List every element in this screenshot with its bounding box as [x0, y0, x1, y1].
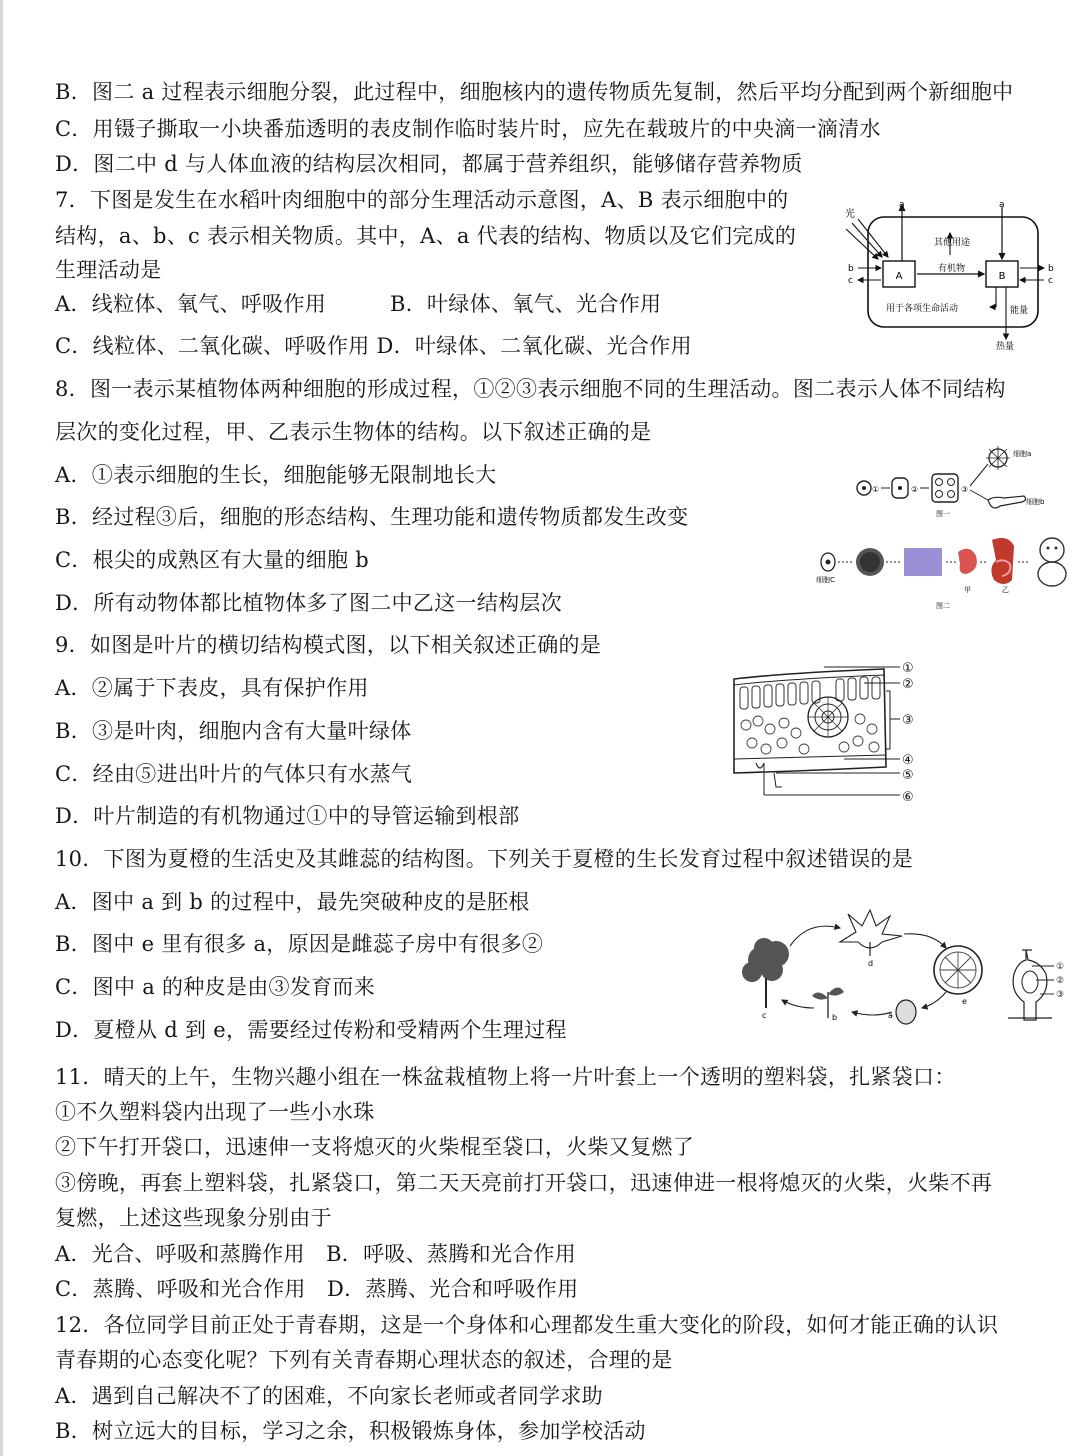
b-right: b — [1048, 264, 1054, 274]
q11-options-ab: A．光合、呼吸和蒸腾作用 B．呼吸、蒸腾和光合作用 — [55, 1242, 577, 1266]
figure-1-caption: 图一 — [936, 510, 950, 518]
q6-option-d: D．图二中 d 与人体血液的结构层次相同，都属于营养组织，能够储存营养物质 — [55, 152, 803, 176]
q10-stem: 10．下图为夏橙的生活史及其雌蕊的结构图。下列关于夏橙的生长发育过程中叙述错误的是 — [55, 847, 914, 871]
leaf-label-3: ③ — [902, 713, 914, 728]
leaf-label-5: ⑤ — [902, 768, 914, 783]
q8-option-c: C．根尖的成熟区有大量的细胞 b — [55, 548, 369, 572]
step-1: ① — [872, 485, 880, 494]
q11-stem-line5: 复燃，上述这些现象分别由于 — [55, 1206, 332, 1230]
other-use-label: 其他用途 — [934, 238, 971, 248]
stage-a-label: a — [888, 1011, 893, 1020]
q7-stem-line3: 生理活动是 — [55, 258, 162, 282]
cell-a-label: 细胞a — [1013, 450, 1032, 458]
q11-phenomenon-1: ①不久塑料袋内出现了一些小水珠 — [55, 1100, 375, 1124]
q10-option-b: B．图中 e 里有很多 a，原因是雌蕊子房中有很多② — [55, 932, 544, 956]
q10-option-c: C．图中 a 的种皮是由③发育而来 — [55, 975, 376, 999]
q8-option-a: A．①表示细胞的生长，细胞能够无限制地长大 — [55, 463, 497, 487]
q9-option-b: B．③是叶肉，细胞内含有大量叶绿体 — [55, 719, 412, 743]
c-left: c — [848, 276, 853, 286]
q9-stem: 9．如图是叶片的横切结构模式图，以下相关叙述正确的是 — [55, 633, 602, 657]
q10-option-d: D．夏橙从 d 到 e，需要经过传粉和受精两个生理过程 — [55, 1018, 567, 1042]
stage-c-label: c — [762, 1011, 767, 1020]
q12-option-a: A．遇到自己解决不了的困难，不向家长老师或者同学求助 — [55, 1384, 603, 1408]
q11-options-cd: C．蒸腾、呼吸和光合作用 D．蒸腾、光合和呼吸作用 — [55, 1277, 579, 1301]
a-top-left: a — [899, 200, 905, 210]
q9-option-c: C．经由⑤进出叶片的气体只有水蒸气 — [55, 762, 413, 786]
energy-label: 能量 — [1010, 306, 1029, 316]
q11-stem-line1: 11．晴天的上午，生物兴趣小组在一株盆栽植物上将一片叶套上一个透明的塑料袋，扎紧袋口： — [55, 1065, 956, 1089]
q9-figure — [724, 655, 924, 807]
q12-stem-line1: 12．各位同学目前正处于青春期，这是一个身体和心理都发生重大变化的阶段，如何才能正确的认识 — [55, 1313, 999, 1337]
q9-option-a: A．②属于下表皮，具有保护作用 — [55, 676, 369, 700]
q12-option-b: B．树立远大的目标，学习之余，积极锻炼身体，参加学校活动 — [55, 1419, 646, 1443]
b-left: b — [848, 264, 854, 274]
q9-option-d: D．叶片制造的有机物通过①中的导管运输到根部 — [55, 804, 520, 828]
c-right: c — [1048, 276, 1053, 286]
yi-label: 乙 — [1002, 586, 1009, 594]
q7-options-cd: C．线粒体、二氧化碳、呼吸作用 D．叶绿体、二氧化碳、光合作用 — [55, 334, 692, 358]
pistil-label-3: ③ — [1056, 990, 1065, 1000]
q12-stem-line2: 青春期的心态变化呢？下列有关青春期心理状态的叙述，合理的是 — [55, 1348, 673, 1372]
q8-option-b: B．经过程③后，细胞的形态结构、生理功能和遗传物质都发生改变 — [55, 505, 689, 529]
q6-option-b: B．图二 a 过程表示细胞分裂，此过程中，细胞核内的遗传物质先复制，然后平均分配到两个新细胞中 — [55, 80, 1014, 104]
q8-option-d: D．所有动物体都比植物体多了图二中乙这一结构层次 — [55, 591, 563, 615]
q7-figure — [838, 195, 1060, 353]
leaf-label-2: ② — [902, 677, 914, 692]
q8-stem-line2: 层次的变化过程，甲、乙表示生物体的结构。以下叙述正确的是 — [55, 420, 652, 444]
q7-options-ab: A．线粒体、氧气、呼吸作用 B．叶绿体、氧气、光合作用 — [55, 292, 662, 316]
structure-b-label: B — [998, 271, 1006, 282]
page-edge — [0, 0, 3, 1456]
stage-d-label: d — [868, 959, 874, 968]
q7-stem-line1: 7．下图是发生在水稻叶肉细胞中的部分生理活动示意图，A、B 表示细胞中的 — [55, 188, 789, 212]
stage-b-label: b — [832, 1013, 838, 1022]
life-activity-label: 用于各项生命活动 — [886, 304, 959, 314]
pistil-label-1: ① — [1056, 962, 1065, 972]
structure-a-label: A — [895, 271, 903, 282]
q7-stem-line2: 结构，a、b、c 表示相关物质。其中，A、a 代表的结构、物质以及它们完成的 — [55, 224, 797, 248]
step-2: ② — [911, 485, 919, 494]
step-3: ③ — [961, 485, 969, 494]
a-top-right: a — [999, 200, 1005, 210]
leaf-label-1: ① — [902, 661, 914, 676]
q8-figure — [808, 440, 1078, 620]
leaf-label-4: ④ — [902, 753, 914, 768]
leaf-label-6: ⑥ — [902, 790, 914, 805]
q10-option-a: A．图中 a 到 b 的过程中，最先突破种皮的是胚根 — [55, 890, 530, 914]
organic-label: 有机物 — [938, 264, 966, 274]
stage-e-label: e — [962, 997, 967, 1006]
cell-b-label: 细胞b — [1026, 498, 1045, 506]
jia-label: 甲 — [964, 586, 971, 594]
light-label: 光 — [845, 209, 855, 220]
q10-figure — [736, 908, 1076, 1038]
q11-phenomenon-3: ③傍晚，再套上塑料袋，扎紧袋口，第二天天亮前打开袋口，迅速伸进一根将熄灭的火柴，火柴不再 — [55, 1171, 993, 1195]
cell-c-label: 细胞C — [816, 576, 835, 584]
figure-2-caption: 图二 — [936, 602, 950, 610]
pistil-label-2: ② — [1056, 976, 1065, 986]
heat-label: 热量 — [996, 342, 1015, 352]
q8-stem-line1: 8．图一表示某植物体两种细胞的形成过程，①②③表示细胞不同的生理活动。图二表示人体不同结构 — [55, 377, 1006, 401]
q6-option-c: C．用镊子撕取一小块番茄透明的表皮制作临时装片时，应先在载玻片的中央滴一滴清水 — [55, 117, 881, 141]
q11-phenomenon-2: ②下午打开袋口，迅速伸一支将熄灭的火柴棍至袋口，火柴又复燃了 — [55, 1135, 694, 1159]
